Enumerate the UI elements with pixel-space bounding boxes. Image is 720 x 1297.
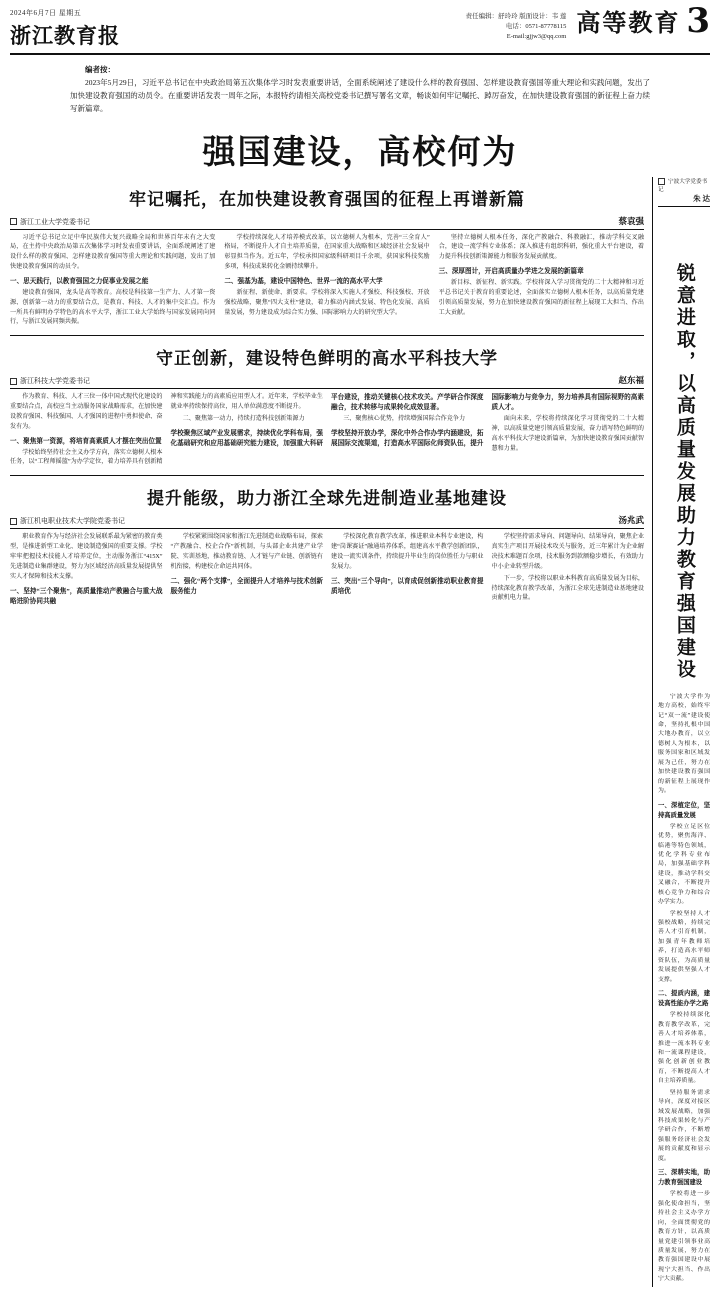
article-4-byline [658,177,710,207]
main-column [10,177,644,1287]
subheading: 一、坚持“三个聚焦”，高质量推动产教融合与重大战略进阶协同共融 [10,587,163,605]
paragraph: 学校坚持人才强校战略，持续完善人才引育机制，加强青年教师培养，打造高水平师资队伍，为高质量发展提供坚强人才支撑。 [658,910,710,983]
credit-line-2: 电话：0571-87778115 [505,22,567,30]
editor-note-label: 编者按： [85,65,115,74]
article-2-org: 浙江科技大学党委书记 [10,376,90,386]
article-2-title: 守正创新，建设特色鲜明的高水平科技大学 [156,349,498,370]
article-1-author: 蔡袁强 [618,215,644,226]
credit-line-1: 责任编辑：舒玲玲 版面设计：韦 莲 [465,13,567,20]
article-4-title: 锐意进取，以高质量发展助力教育强国建设 [673,262,696,681]
paragraph: 新目标、新征程、新实践。学校将深入学习贯彻党的二十大精神和习近平总书记关于教育的重要论述，全面落实立德树人根本任务，以高质量党建引领高质量发展，努力在加快建设教育强国的新征程上展现工大担当、作出工大贡献。 [438,279,644,316]
masthead-left [10,8,210,50]
paragraph: 作为教育、科技、人才三位一体中国式现代化建设的重要结合点，高校应当主动服务国家战略需求，在加快建设教育强国、科技强国、人才强国的进程中勇担使命、奋发有为。 [10,394,163,430]
credit-line-3: E-mail:gjjw3@qq.com [506,32,567,40]
subheading: 学校聚焦区域产业发展需求，持续优化学科布局，强化基础研究和应用基础研究能力建设，加强重大科研平台建设，推动关键核心技术攻关。产学研合作深度融合，技术转移与成果转化成效显著。 [170,394,484,447]
editor-note-text: 2023年5月29日，习近平总书记在中央政治局第五次集体学习时发表重要讲话，全面系统阐述了建设什么样的教育强国、怎样建设教育强国等重大理论和实践问题，发出了加快建设教育强国的动员令。在重要讲话发表一周年之际，本报特约请相关高校党委书记撰写署名文章，畅谈如何牢记嘱托、踔厉奋发，在加快建设教育强国的新征程上奋力续写新篇章。 [70,78,650,114]
subheading: 学校坚持开放办学，深化中外合作办学内涵建设，拓展国际交流渠道，打造高水平国际化师资队伍，提升国际影响力与竞争力，努力培养具有国际视野的高素质人才。 [331,394,644,447]
paragraph: 坚持服务需求导向，深度对接区域发展战略，加强科技成果转化与产学研合作，不断增强服务经济社会发展的贡献度和显示度。 [658,1089,710,1162]
subheading: 二、强化“两个支撑”，全面提升人才培养与技术创新服务能力 [170,577,323,595]
article-3-body [10,533,644,606]
page-number: 3 [686,1,710,41]
paragraph: 三、聚焦核心优势，持续增强国际合作竞争力 [343,416,466,423]
side-column [652,177,710,1287]
page-headline: 强国建设，高校何为 [202,131,518,171]
article-1-byline [10,215,644,230]
paragraph: 坚持立德树人根本任务，深化产教融合、科教融汇，推动学科交叉融合，建设一流学科专业体系；深入推进有组织科研，强化重大平台建设，着力提升科技创新策源能力和服务发展贡献度。 [438,234,644,261]
subheading: 二、强基为基，建设中国特色、世界一流的高水平大学 [224,277,383,285]
subheading: 三、深耕实地，助力教育强国建设 [658,1169,710,1187]
editor-note [70,63,650,116]
masthead-section [576,1,710,41]
article-2-author: 赵东福 [618,375,644,386]
article-4-author: 朱 达 [693,193,710,203]
paragraph: 学校立足区位优势，聚焦海洋、临港等特色领域，优化学科专业布局，加强基础学科建设，推动学科交叉融合，不断提升核心竞争力和综合办学实力。 [658,823,710,906]
subheading: 三、突出“三个导向”，以育成促创新推动职业教育提质培优 [331,577,484,595]
article-4-org: 宁波大学党委书记 [658,177,710,193]
article-3-title: 提升能级，助力浙江全球先进制造业基地建设 [147,489,507,510]
divider [10,475,644,476]
masthead [10,1,710,55]
divider [10,335,644,336]
subheading: 二、提质内涵，建设高性能办学之路 [658,990,710,1008]
article-2 [10,344,644,468]
paragraph: 新征程、新使命、新要求。学校将深入实施人才强校、科技强校、开放强校战略，聚焦“四大支柱”建设，着力推动内涵式发展、特色化发展、高质量发展，努力建设成为综合实力强、国际影响力大的研究型大学。 [224,289,430,316]
article-3 [10,484,644,606]
paragraph: 职业教育作为与经济社会发展联系最为紧密的教育类型，是推进新型工业化、建设制造强国的重要支撑。学校牢牢把握技术技能人才培养定位，主动服务浙江“415X”先进制造业集群建设，努力为区域经济高质量发展提供坚实人才保障和技术支撑。 [10,534,163,580]
subheading: 一、思天践行，以教育强国之力促事业发展之能 [10,277,149,285]
article-1-body [10,234,644,329]
paragraph: 二、聚焦第一动力，持续打造科技创新策源力 [182,415,305,422]
paragraph: 学校深化教育教学改革，推进职业本科专业建设，构建“岗课赛证”融通培养体系，组建高水平教学创新团队，建设一流实训条件，持续提升毕业生的岗位胜任力与职业发展力。 [331,534,484,570]
article-2-byline [10,374,644,389]
paragraph: 学校紧紧围绕国家和浙江先进制造业战略布局，探索“产教融合、校企合作”新机制，与头部企业共建产业学院、实训基地，推动教育链、人才链与产业链、创新链有机衔接，构建校企命运共同体。 [170,534,323,570]
article-4-body [658,693,710,1285]
subheading: 一、聚焦第一资源，将培育高素质人才摆在突出位置 [10,437,162,445]
paragraph: 学校坚持需求导向、问题导向、结果导向，聚焦企业真实生产项目开展技术攻关与服务，近三年累计为企业解决技术难题百余项，技术服务到款额稳步增长，有效助力中小企业转型升级。 [491,534,644,570]
article-3-byline [10,514,644,529]
article-1-title: 牢记嘱托，在加快建设教育强国的征程上再谱新篇 [129,189,525,210]
publication-date: 2024年6月7日 星期五 [10,9,82,17]
article-3-author: 汤兆武 [618,515,644,526]
paragraph: 面向未来，学校将持续深化学习贯彻党的二十大精神，以高质量党建引领高质量发展，奋力谱写特色鲜明的高水平科技大学建设新篇章，为加快建设教育强国贡献智慧和力量。 [491,416,644,452]
article-1-org: 浙江工业大学党委书记 [10,217,90,227]
article-3-org: 浙江机电职业技术大学院党委书记 [10,516,125,526]
paragraph: 宁波大学作为地方高校，始终牢记“双一流”建设使命，坚持扎根中国大地办教育，以立德树人为根本，以服务国家和区域发展为己任，努力在加快建设教育强国的新征程上展现作为。 [658,693,710,795]
section-title: 高等教育 [576,9,681,38]
page-body [10,177,710,1287]
paragraph: 建设教育强国，龙头是高等教育。高校是科技第一生产力、人才第一资源、创新第一动力的重要结合点，是教育、科技、人才的集中交汇点。作为一所具有鲜明办学特色的高水平大学，浙江工业大学始终与国家发展同向同行，与浙江发展同频共振。 [10,289,216,326]
subheading: 一、深植定位，坚持高质量发展 [658,801,710,819]
paragraph: 习近平总书记立足中华民族伟大复兴战略全局和世界百年未有之大变局，在主持中央政治局第五次集体学习时发表重要讲话，全面系统阐述了建设什么样的教育强国、怎样建设教育强国等重大理论和实践问题，发出了加快建设教育强国的动员令。 [10,234,216,271]
paragraph: 学校始终坚持社会主义办学方向，落实立德树人根本任务，以“工程师摇篮”为办学定位，着力培养具有创新精神和实践能力的高素质应用型人才。近年来，学校毕业生就业率持续保持高位，用人单位满意度不断提升。 [10,394,323,466]
subheading: 三、深厚图计，开启高质量办学进之发展的新篇章 [438,268,584,276]
paragraph: 下一步，学校将以职业本科教育高质量发展为目标，持续深化教育教学改革，为浙江全球先进制造业基地建设贡献机电力量。 [491,575,644,602]
paragraph: 学校持续深化人才培养模式改革，以立德树人为根本，完善“三全育人”格局，不断提升人才自主培养质量，在国家重大战略和区域经济社会发展中彰显担当作为。近五年，学校承担国家级科研项目千余项，获国家科技奖励多项，科技成果转化金额持续攀升。 [224,234,430,271]
article-2-body [10,393,644,468]
paragraph: 学校将进一步强化使命担当，坚持社会主义办学方向，全面贯彻党的教育方针，以高质量党建引领事业高质量发展，努力在教育强国建设中展现宁大担当、作出宁大贡献。 [658,1191,710,1283]
paragraph: 学校持续深化教育教学改革，完善人才培养体系，推进一流本科专业和一流课程建设，强化创新创业教育，不断提高人才自主培养质量。 [658,1012,710,1085]
masthead-credits [210,8,576,41]
article-1 [10,185,644,329]
paper-name: 浙江教育报 [10,23,120,48]
